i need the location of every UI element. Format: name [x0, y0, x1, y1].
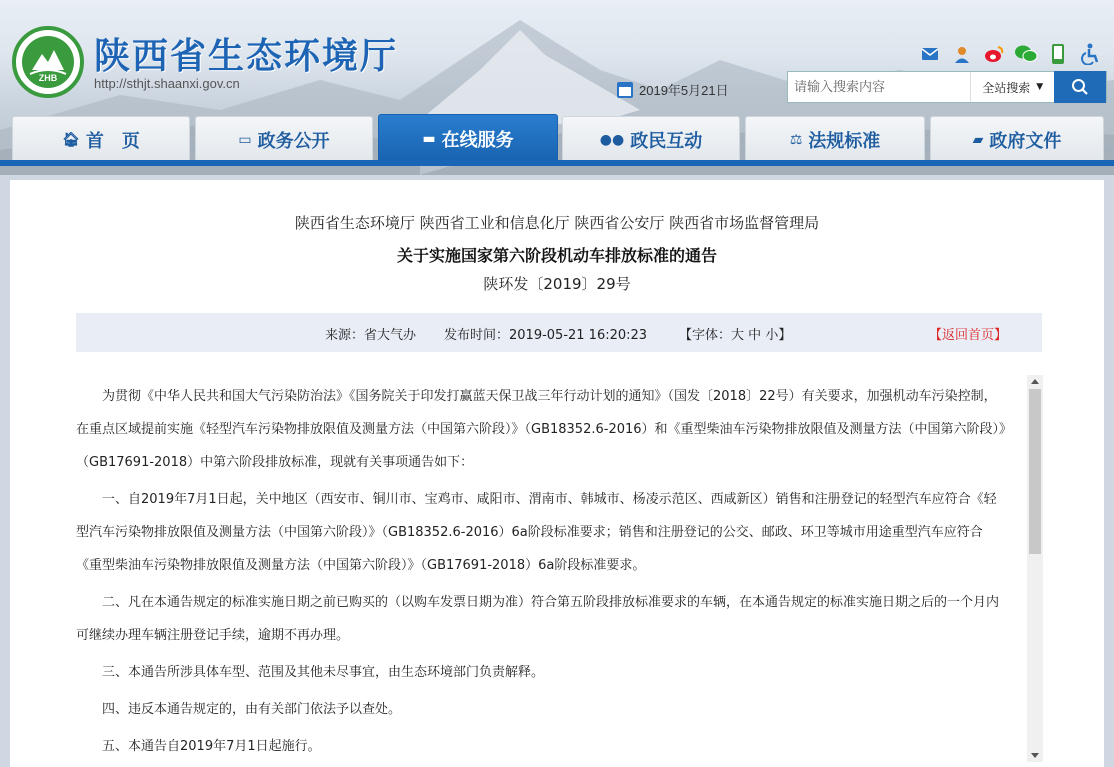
- font-label: 【字体：: [679, 328, 732, 343]
- back-home-link[interactable]: 【返回首页】: [929, 328, 1008, 343]
- nav-item-public[interactable]: [195, 116, 373, 162]
- folder-icon: ▰: [972, 131, 984, 148]
- current-date: [617, 80, 729, 99]
- document-number: 陕环发〔2019〕29号: [483, 275, 631, 293]
- site-url: http://sthjt.shaanxi.gov.cn: [94, 76, 240, 91]
- monitor-icon: ▬: [422, 130, 436, 147]
- article-panel: [10, 180, 1104, 767]
- article-paragraph: 三、本通告所涉具体车型、范围及其他未尽事宜，由生态环境部门负责解释。: [102, 665, 545, 680]
- nav-item-gov-files[interactable]: [930, 116, 1104, 162]
- site-title[interactable]: 陕西省生态环境厅: [94, 36, 399, 77]
- article-title: 关于实施国家第六阶段机动车排放标准的通告: [396, 246, 717, 265]
- article-paragraph: 五、本通告自2019年7月1日起施行。: [102, 739, 321, 754]
- font-small-link[interactable]: 小: [765, 328, 779, 343]
- article-scrollbar[interactable]: [1027, 375, 1043, 762]
- nav-item-interaction[interactable]: [562, 116, 740, 162]
- nav-label: 在线服务: [441, 129, 514, 151]
- font-size-switcher: [679, 324, 791, 343]
- calendar-icon: [617, 82, 633, 98]
- article-meta-bar: [76, 313, 1042, 352]
- top-icon-bar: [918, 42, 1102, 66]
- font-end: 】: [778, 328, 792, 343]
- nav-label: 政务公开: [257, 130, 330, 152]
- nav-underline: [0, 160, 1114, 166]
- font-large-link[interactable]: 大: [731, 328, 745, 343]
- home-icon: 🏠︎: [62, 131, 80, 148]
- nav-label: 法规标准: [808, 130, 881, 152]
- article-paragraph: 为贯彻《中华人民共和国大气污染防治法》《国务院关于印发打赢蓝天保卫战三年行动计划的通知》（国发〔2018〕22号）有关要求，加强机动车污染控制，在重点区域提前实施《轻型汽车污染物排放限值及测量方法（中国第六阶段）》（GB18352.6-2016）和《重型柴油车污染物排放限值及测量方法（中国第六阶段）》（GB17691-2018）中第六阶段排放标准，现就有关事项通告如下：: [76, 389, 1006, 470]
- publish-time: 发布时间：2019-05-21 16:20:23: [444, 328, 648, 343]
- article-source: 来源：省大气办: [325, 328, 417, 343]
- wechat-icon[interactable]: [1014, 42, 1038, 66]
- nav-label: 首 页: [85, 130, 140, 152]
- scrollbar-thumb[interactable]: [1029, 389, 1041, 554]
- search-input[interactable]: [788, 72, 970, 102]
- search-scope-label: 全站搜索: [982, 80, 1031, 95]
- weibo-icon[interactable]: [982, 42, 1006, 66]
- nav-label: 政府文件: [989, 130, 1062, 152]
- nav-item-online-service[interactable]: [378, 114, 558, 162]
- article-paragraph: 四、违反本通告规定的，由有关部门依法予以查处。: [102, 702, 402, 717]
- main-nav: [0, 116, 1114, 162]
- article-paragraph: 一、自2019年7月1日起，关中地区（西安市、铜川市、宝鸡市、咸阳市、渭南市、韩城市、杨凌示范区、西咸新区）销售和注册登记的轻型汽车应符合《轻型汽车污染物排放限值及测量方法（中国第六阶段）》（GB18352.6-2016）6a阶段标准要求；销售和注册登记的公交、邮政、环卫等城市用途重型汽车应符合《重型柴油车污染物排放限值及测量方法（中国第六阶段）》（GB17691-2018）6a阶段标准要求。: [76, 492, 997, 573]
- site-logo[interactable]: [12, 26, 84, 98]
- dropdown-arrow-icon: ▼: [1036, 82, 1044, 92]
- search-icon: [1071, 78, 1089, 96]
- chat-icon: ●●: [599, 131, 625, 148]
- message-icon: ▭: [238, 131, 252, 148]
- accessibility-icon[interactable]: [1078, 42, 1102, 66]
- article-issuers: 陕西省生态环境厅 陕西省工业和信息化厅 陕西省公安厅 陕西省市场监督管理局: [294, 214, 820, 232]
- mobile-icon[interactable]: [1046, 42, 1070, 66]
- scale-icon: ⚖: [789, 131, 803, 148]
- mail-icon[interactable]: [918, 42, 942, 66]
- search-scope-select[interactable]: [970, 72, 1054, 102]
- user-icon[interactable]: [950, 42, 974, 66]
- article-paragraph: 二、凡在本通告规定的标准实施日期之前已购买的（以购车发票日期为准）符合第五阶段排放标准要求的车辆，在本通告规定的标准实施日期之后的一个月内可继续办理车辆注册登记手续，逾期不再办理。: [76, 595, 1000, 643]
- date-text: 2019年5月21日: [639, 83, 729, 98]
- nav-label: 政民互动: [630, 130, 703, 152]
- search-button[interactable]: [1054, 71, 1106, 103]
- search-box: [787, 71, 1107, 103]
- nav-item-regulations[interactable]: [745, 116, 925, 162]
- scroll-up-arrow-icon[interactable]: [1031, 379, 1039, 384]
- article-body: [76, 380, 1008, 767]
- logo-text: ZHB: [38, 73, 58, 83]
- nav-item-home[interactable]: [12, 116, 190, 162]
- font-medium-link[interactable]: 中: [748, 328, 762, 343]
- scroll-down-arrow-icon[interactable]: [1031, 753, 1039, 758]
